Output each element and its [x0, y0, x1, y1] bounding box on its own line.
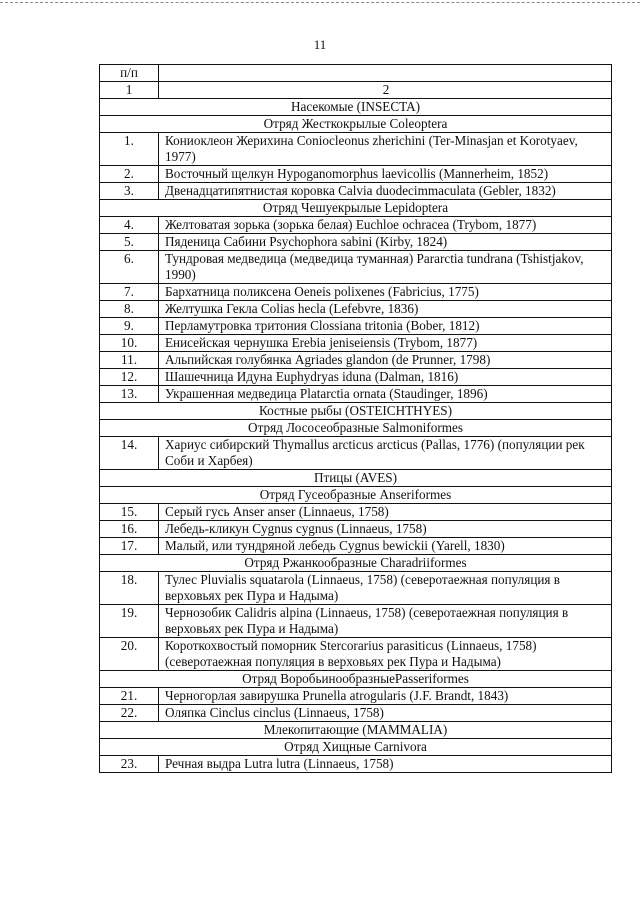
header-num-cell: п/п: [100, 65, 159, 82]
species-name-cell: Речная выдра Lutra lutra (Linnaeus, 1758): [159, 756, 612, 773]
group-header-row: [100, 99, 612, 116]
species-table: [99, 64, 612, 773]
page-number: 11: [313, 37, 327, 52]
row-number-cell: 12.: [100, 369, 159, 386]
species-name-cell: Перламутровка тритония Clossiana tritonia (Bober, 1812): [159, 318, 612, 335]
species-name-cell: Желтоватая зорька (зорька белая) Euchloe ochracea (Trybom, 1877): [159, 217, 612, 234]
table-row: [100, 538, 612, 555]
row-number-cell: 10.: [100, 335, 159, 352]
row-number-cell: 9.: [100, 318, 159, 335]
table-row: [100, 251, 612, 284]
species-name-cell: Альпийская голубянка Agriades glandon (de Prunner, 1798): [159, 352, 612, 369]
species-name-cell: Двенадцатипятнистая коровка Calvia duodecimmaculata (Gebler, 1832): [159, 183, 612, 200]
species-name-cell: Оляпка Cinclus cinclus (Linnaeus, 1758): [159, 705, 612, 722]
group-header-text: Отряд ВоробьинообразныеPasseriformes: [100, 671, 612, 688]
group-header-text: Птицы (AVES): [100, 470, 612, 487]
group-header-row: [100, 671, 612, 688]
table-row: [100, 318, 612, 335]
table-row: [100, 284, 612, 301]
species-name-cell: Енисейская чернушка Erebia jeniseiensis (Trybom, 1877): [159, 335, 612, 352]
row-number-cell: 8.: [100, 301, 159, 318]
species-name-cell: Желтушка Гекла Colias hecla (Lefebvre, 1836): [159, 301, 612, 318]
group-header-text: Отряд Жесткокрылые Coleoptera: [100, 116, 612, 133]
species-name-cell: Пяденица Сабини Psychophora sabini (Kirby, 1824): [159, 234, 612, 251]
species-name-cell: Бархатница поликсена Oeneis polixenes (Fabricius, 1775): [159, 284, 612, 301]
group-header-row: [100, 200, 612, 217]
species-name-cell: Восточный щелкун Hypoganomorphus laevicollis (Mannerheim, 1852): [159, 166, 612, 183]
group-header-row: [100, 555, 612, 572]
species-name-cell: Кониоклеон Жерихина Conioclеonus zherichini (Ter-Minasjan et Korotyaev, 1977): [159, 133, 612, 166]
table-row: [100, 605, 612, 638]
table-row: [100, 756, 612, 773]
group-header-row: [100, 470, 612, 487]
species-name-cell: Чернозобик Calidris alpina (Linnaeus, 1758) (северотаежная популяция в верховьях рек Пура и Надыма): [159, 605, 612, 638]
group-header-text: Костные рыбы (OSTEICHTHYES): [100, 403, 612, 420]
group-header-row: [100, 739, 612, 756]
group-header-row: [100, 487, 612, 504]
table-row: [100, 369, 612, 386]
group-header-text: Насекомые (INSECTA): [100, 99, 612, 116]
column-number-1: 1: [100, 82, 159, 99]
row-number-cell: 16.: [100, 521, 159, 538]
table-row: [100, 234, 612, 251]
row-number-cell: 23.: [100, 756, 159, 773]
row-number-cell: 19.: [100, 605, 159, 638]
table-row: [100, 335, 612, 352]
row-number-cell: 15.: [100, 504, 159, 521]
table-row: [100, 386, 612, 403]
table-row: [100, 166, 612, 183]
top-scan-rule: [0, 2, 640, 3]
row-number-cell: 14.: [100, 437, 159, 470]
species-name-cell: Черногорлая завирушка Prunella atrogularis (J.F. Brandt, 1843): [159, 688, 612, 705]
species-name-cell: Шашечница Идуна Euphydryas iduna (Dalman, 1816): [159, 369, 612, 386]
table-row: [100, 572, 612, 605]
row-number-cell: 4.: [100, 217, 159, 234]
table-row: [100, 217, 612, 234]
table-row: [100, 521, 612, 538]
group-header-text: Отряд Ржанкообразные Charadriiformes: [100, 555, 612, 572]
row-number-cell: 21.: [100, 688, 159, 705]
table-row: [100, 437, 612, 470]
row-number-cell: 6.: [100, 251, 159, 284]
table-row: [100, 133, 612, 166]
table-row: [100, 638, 612, 671]
table-row: [100, 688, 612, 705]
species-name-cell: Лебедь-кликун Cygnus cygnus (Linnaeus, 1758): [159, 521, 612, 538]
species-name-cell: Тулес Pluvialis squatarola (Linnaeus, 1758) (северотаежная популяция в верховьях рек Пура и Надыма): [159, 572, 612, 605]
group-header-row: [100, 116, 612, 133]
group-header-text: Отряд Гусеобразные Anseriformes: [100, 487, 612, 504]
row-number-cell: 7.: [100, 284, 159, 301]
table-row: [100, 352, 612, 369]
row-number-cell: 20.: [100, 638, 159, 671]
table-row: [100, 705, 612, 722]
group-header-text: Отряд Чешуекрылые Lepidoptera: [100, 200, 612, 217]
species-name-cell: Хариус сибирский Thymallus arcticus arcticus (Pallas, 1776) (популяции рек Соби и Харбея): [159, 437, 612, 470]
species-name-cell: Серый гусь Anser anser (Linnaeus, 1758): [159, 504, 612, 521]
row-number-cell: 3.: [100, 183, 159, 200]
species-table-body: [100, 65, 612, 773]
column-number-2: 2: [159, 82, 612, 99]
row-number-cell: 18.: [100, 572, 159, 605]
header-name-cell: [159, 65, 612, 82]
row-number-cell: 2.: [100, 166, 159, 183]
row-number-cell: 17.: [100, 538, 159, 555]
group-header-row: [100, 403, 612, 420]
row-number-cell: 1.: [100, 133, 159, 166]
species-name-cell: Малый, или тундряной лебедь Cygnus bewickii (Yarell, 1830): [159, 538, 612, 555]
species-name-cell: Украшенная медведица Platarctia ornata (Staudinger, 1896): [159, 386, 612, 403]
group-header-text: Отряд Лососеобразные Salmoniformes: [100, 420, 612, 437]
table-header-row: [100, 65, 612, 82]
table-row: [100, 504, 612, 521]
row-number-cell: 13.: [100, 386, 159, 403]
species-name-cell: Короткохвостый поморник Stercorarius parasiticus (Linnaeus, 1758) (северотаежная популяция в верховьях рек Пура и Надыма): [159, 638, 612, 671]
column-number-row: [100, 82, 612, 99]
group-header-text: Млекопитающие (MAMMALIA): [100, 722, 612, 739]
table-row: [100, 301, 612, 318]
species-name-cell: Тундровая медведица (медведица туманная) Pararctia tundrana (Tshistjakov, 1990): [159, 251, 612, 284]
group-header-row: [100, 420, 612, 437]
group-header-text: Отряд Хищные Carnivora: [100, 739, 612, 756]
table-row: [100, 183, 612, 200]
row-number-cell: 22.: [100, 705, 159, 722]
row-number-cell: 11.: [100, 352, 159, 369]
row-number-cell: 5.: [100, 234, 159, 251]
group-header-row: [100, 722, 612, 739]
